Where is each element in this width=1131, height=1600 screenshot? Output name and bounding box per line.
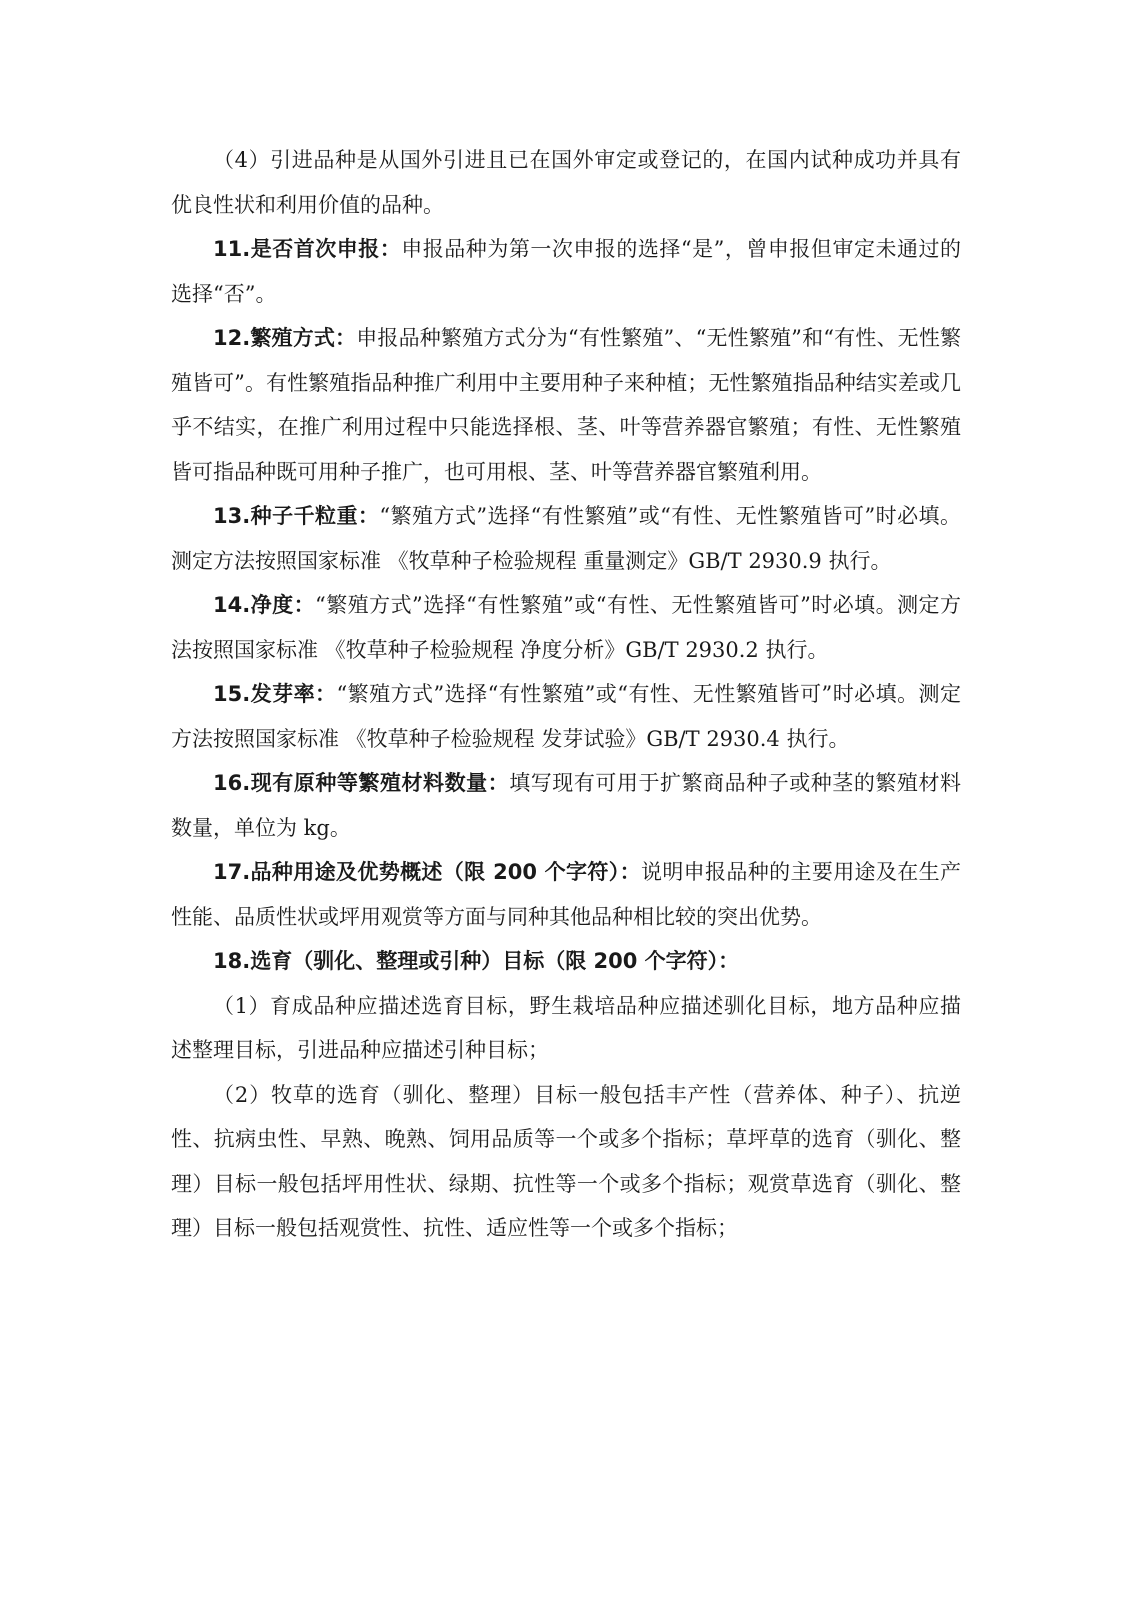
paragraph-body: （2）牧草的选育（驯化、整理）目标一般包括丰产性（营养体、种子）、抗逆性、抗病虫性、早熟、晚熟、饲用品质等一个或多个指标；草坪草的选育（驯化、整理）目标一般包括坪用性状、绿期、抗性等一个或多个指标；观赏草选育（驯化、整理）目标一般包括观赏性、抗性、适应性等一个或多个指标； <box>171 1082 961 1240</box>
paragraph-body: （4）引进品种是从国外引进且已在国外审定或登记的，在国内试种成功并具有优良性状和利用价值的品种。 <box>171 148 961 217</box>
paragraph-body: “繁殖方式”选择“有性繁殖”或“有性、无性繁殖皆可”时必填。测定方法按照国家标准 《牧草种子检验规程 重量测定》GB/T 2930.9 执行。 <box>171 504 961 573</box>
paragraph-germination-rate <box>171 672 961 761</box>
paragraph-heading: 12.繁殖方式： <box>213 326 357 350</box>
paragraph-thousand-seed-weight <box>171 494 961 583</box>
paragraph-first-application <box>171 227 961 316</box>
paragraph-heading: 14.净度： <box>213 593 316 617</box>
paragraph-body: （1）育成品种应描述选育目标，野生栽培品种应描述驯化目标，地方品种应描述整理目标，引进品种应描述引种目标； <box>171 993 961 1062</box>
paragraph-objective-item-1 <box>171 984 961 1073</box>
paragraph-propagation-material-quantity <box>171 761 961 850</box>
paragraph-body: 说明申报品种的主要用途及在生产性能、品质性状或坪用观赏等方面与同种其他品种相比较的突出优势。 <box>171 860 961 929</box>
paragraph-heading: 13.种子千粒重： <box>213 504 380 528</box>
paragraph-body: 申报品种繁殖方式分为“有性繁殖”、“无性繁殖”和“有性、无性繁殖皆可”。有性繁殖指品种推广利用中主要用种子来种植；无性繁殖指品种结实差或几乎不结实，在推广利用过程中只能选择根、茎、叶等营养器官繁殖；有性、无性繁殖皆可指品种既可用种子推广，也可用根、茎、叶等营养器官繁殖利用。 <box>171 326 962 484</box>
paragraph-body: “繁殖方式”选择“有性繁殖”或“有性、无性繁殖皆可”时必填。测定方法按照国家标准 《牧草种子检验规程 净度分析》GB/T 2930.2 执行。 <box>171 593 961 662</box>
paragraph-usage-advantages <box>171 850 961 939</box>
paragraph-heading: 11.是否首次申报： <box>213 237 402 261</box>
paragraph-body: “繁殖方式”选择“有性繁殖”或“有性、无性繁殖皆可”时必填。测定方法按照国家标准 《牧草种子检验规程 发芽试验》GB/T 2930.4 执行。 <box>171 682 961 751</box>
paragraph-purity <box>171 583 961 672</box>
paragraph-heading: 15.发芽率： <box>213 682 337 706</box>
paragraph-heading: 17.品种用途及优势概述（限 200 个字符）： <box>213 860 641 884</box>
paragraph-introduced-variety <box>171 138 961 227</box>
paragraph-breeding-objective <box>171 939 961 984</box>
paragraph-heading: 18.选育（驯化、整理或引种）目标（限 200 个字符）： <box>213 949 740 973</box>
paragraph-body: 填写现有可用于扩繁商品种子或种茎的繁殖材料数量，单位为 kg。 <box>171 771 962 840</box>
paragraph-body: 申报品种为第一次申报的选择“是”，曾申报但审定未通过的选择“否”。 <box>171 237 961 306</box>
paragraph-propagation-method <box>171 316 961 494</box>
document-page <box>171 138 961 1251</box>
paragraph-heading: 16.现有原种等繁殖材料数量： <box>213 771 510 795</box>
paragraph-objective-item-2 <box>171 1073 961 1251</box>
